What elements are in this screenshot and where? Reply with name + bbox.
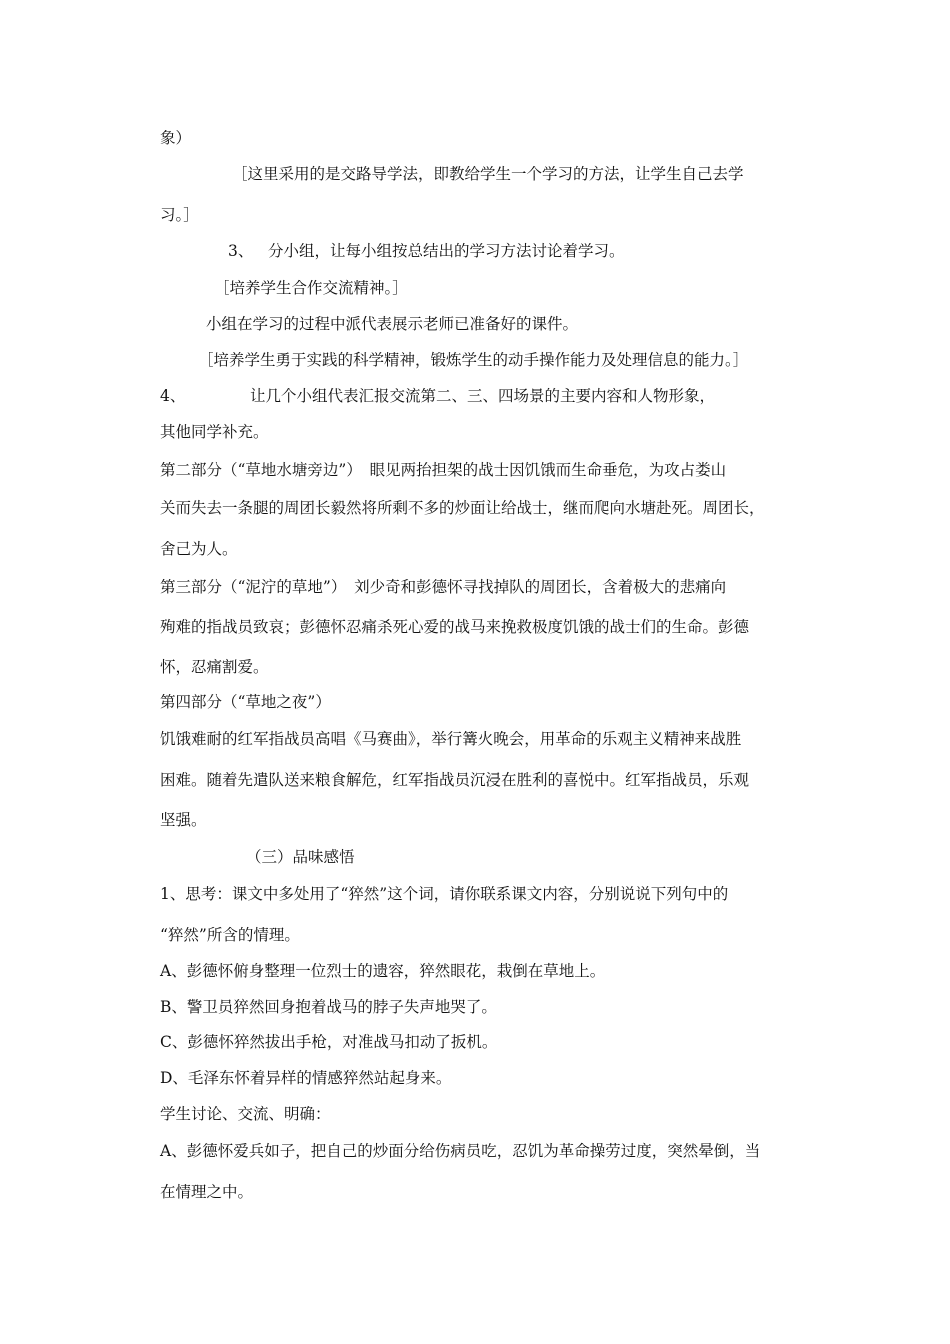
text-line: 第二部分（“草地水塘旁边”） 眼见两抬担架的战士因饥饿而生命垂危，为攻占娄山 (160, 461, 727, 479)
text-line: 象） (160, 129, 192, 147)
list-number: 4、 (160, 387, 186, 405)
text-line: D、毛泽东怀着异样的情感猝然站起身来。 (160, 1069, 452, 1087)
text-line: 第三部分（“泥泞的草地”） 刘少奇和彭德怀寻找掉队的周团长，含着极大的悲痛向 (160, 578, 727, 596)
section-heading: 第四部分（“草地之夜”） (160, 693, 331, 711)
text-line: 困难。随着先遣队送来粮食解危，红军指战员沉浸在胜利的喜悦中。红军指战员，乐观 (160, 771, 750, 789)
text-line: B、警卫员猝然回身抱着战马的脖子失声地哭了。 (160, 998, 497, 1016)
text-line: A、彭德怀俯身整理一位烈士的遗容，猝然眼花，栽倒在草地上。 (160, 962, 606, 980)
text-line: 小组在学习的过程中派代表展示老师已准备好的课件。 (206, 315, 579, 333)
text-line: 分小组，让每小组按总结出的学习方法讨论着学习。 (268, 242, 625, 260)
text-line: 1、思考：课文中多处用了“猝然”这个词，请你联系课文内容，分别说说下列句中的 (160, 885, 729, 903)
text-line: A、彭德怀爱兵如子，把自己的炒面分给伤病员吃，忍饥为革命操劳过度，突然晕倒，当 (160, 1142, 761, 1160)
text-line: 饥饿难耐的红军指战员高唱《马赛曲》，举行篝火晚会，用革命的乐观主义精神来战胜 (160, 730, 742, 748)
text-line: 让几个小组代表汇报交流第二、三、四场景的主要内容和人物形象， (250, 387, 716, 405)
text-line: ［这里采用的是交路导学法，即教给学生一个学习的方法，让学生自己去学 (232, 165, 744, 183)
text-line: 舍己为人。 (160, 540, 238, 558)
text-line: C、彭德怀猝然拔出手枪，对准战马扣动了扳机。 (160, 1033, 498, 1051)
text-line: 殉难的指战员致哀；彭德怀忍痛杀死心爱的战马来挽救极度饥饿的战士们的生命。彭德 (160, 618, 750, 636)
text-line: 在情理之中。 (160, 1183, 254, 1201)
text-line: 学生讨论、交流、明确： (160, 1105, 331, 1123)
text-line: 怀，忍痛割爱。 (160, 658, 269, 676)
text-line: “猝然”所含的情理。 (160, 926, 300, 944)
text-line: ［培养学生合作交流精神。］ (214, 279, 408, 297)
text-line: 习。］ (160, 206, 199, 224)
text-line: ［培养学生勇于实践的科学精神，锻炼学生的动手操作能力及处理信息的能力。］ (198, 351, 749, 369)
text-line: 关而失去一条腿的周团长毅然将所剩不多的炒面让给战士，继而爬向水塘赴死。周团长， (160, 499, 765, 517)
text-line: 坚强。 (160, 811, 207, 829)
list-number: 3、 (228, 242, 254, 260)
text-line: 其他同学补充。 (160, 423, 269, 441)
section-heading: （三）品味感悟 (246, 848, 355, 866)
